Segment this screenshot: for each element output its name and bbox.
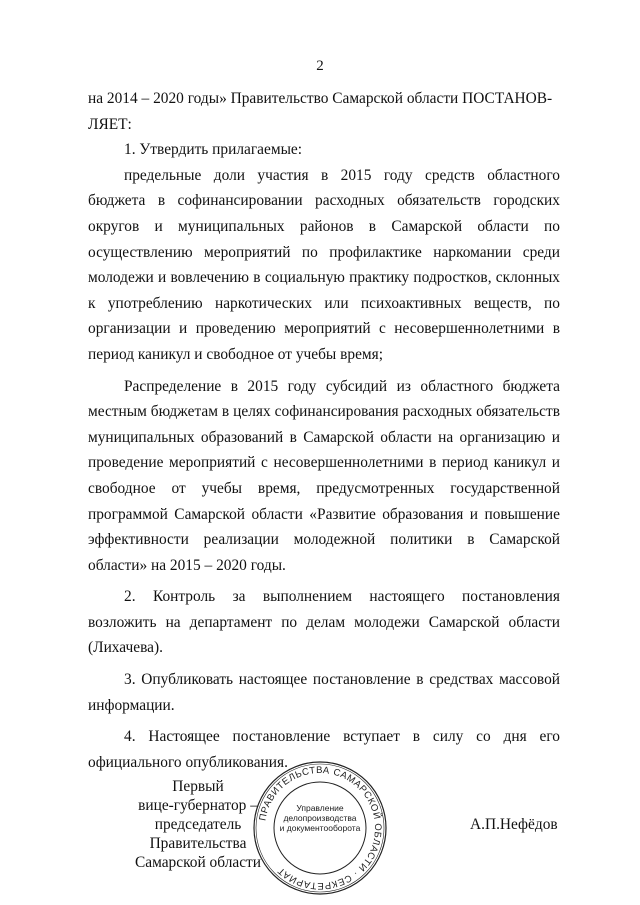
intro-line-end: ЛЯЕТ: <box>88 115 132 133</box>
paragraph-item-1: 1. Утвердить прилагаемые: <box>124 141 303 159</box>
seal-line: Управление <box>296 803 344 813</box>
signatory-title-line: Самарской области <box>134 854 261 871</box>
seal-ring-text: ПРАВИТЕЛЬСТВА САМАРСКОЙ ОБЛАСТИ · СЕКРЕТАРИАТ <box>257 764 384 892</box>
seal-line: и документооборота <box>279 823 361 833</box>
paragraph-item-3: 3. Опубликовать настоящее постановление в средствах массовой информации. <box>88 671 560 714</box>
signatory-title-line: Первый <box>172 778 224 795</box>
paragraph-item-4: 4. Настоящее постановление вступает в силу со дня его официального опубликования. <box>88 728 560 771</box>
paragraph-item-1b: Распределение в 2015 году субсидий из областного бюджета местным бюджетам в целях софинансирования расходных обязательств муниципальных образований в Самарской области на организацию и проведение мероприятий с несовершеннолетними в период каникул и свободное от учебы время, предусмотренных государственной программой Самарской области «Развитие образования и повышение эффективности реализации молодежной политики в Самарской области» на 2015 – 2020 годы. <box>88 377 560 574</box>
document-body <box>88 86 560 775</box>
paragraph-item-1a: предельные доли участия в 2015 году средств областного бюджета в софинансировании расходных обязательств городских округов и муниципальных районов в Самарской области по осуществлению мероприятий по профилактике наркомании среди молодежи и вовлечению в социальную практику подростков, склонных к употреблению наркотических или психоактивных веществ, по организации и проведению мероприятий с несовершеннолетними в период каникул и свободное от учебы время; <box>88 166 560 363</box>
seal-inner-text <box>275 803 365 833</box>
paragraph-item-2: 2. Контроль за выполнением настоящего постановления возложить на департамент по делам молодежи Самарской области (Лихачева). <box>88 588 560 657</box>
signatory-title-line: председатель Правительства <box>149 816 247 852</box>
page-number: 2 <box>316 58 324 74</box>
seal-line: делопроизводства <box>283 813 357 823</box>
intro-line: на 2014 – 2020 годы» Правительство Самарской области ПОСТАНОВ- <box>88 90 553 107</box>
signatory-name: А.П.Нефёдов <box>470 816 558 833</box>
signatory-title-line: вице-губернатор – <box>138 797 258 814</box>
